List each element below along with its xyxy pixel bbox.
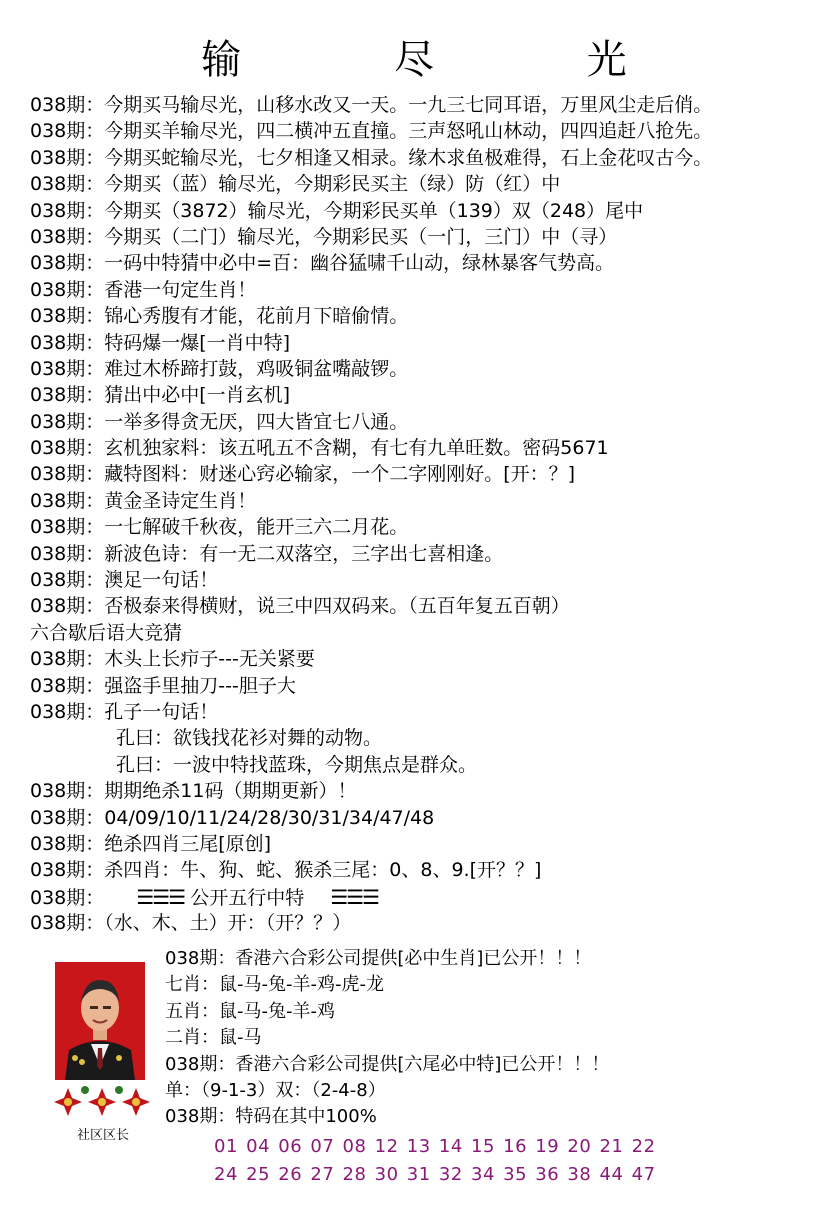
text-line: 038期：今期买蛇输尽光，七夕相逢又相录。缘木求鱼极难得，石上金花叹古今。 — [30, 146, 713, 169]
text-line: 038期：香港六合彩公司提供[必中生肖]已公开！！！ — [165, 948, 592, 969]
medal-badges — [52, 1082, 152, 1126]
portrait-icon — [55, 962, 145, 1080]
wuxing-prefix: 038期： — [30, 886, 105, 909]
text-line: 038期：猜出中必中[一肖玄机] — [30, 384, 291, 407]
text-line: 038期：难过木桥蹄打鼓，鸡吸铜盆嘴敲锣。 — [30, 357, 409, 380]
numbers-row: 24 25 26 27 28 30 31 32 34 35 36 38 44 47 — [214, 1164, 656, 1185]
text-line: 038期：期期绝杀11码（期期更新）！ — [30, 780, 357, 803]
text-line: 038期：04/09/10/11/24/28/30/31/34/47/48 — [30, 806, 435, 829]
text-line: 038期：香港一句定生肖！ — [30, 278, 257, 301]
text-line: 五肖：鼠-马-兔-羊-鸡 — [165, 1000, 335, 1022]
text-line: 038期：杀四肖：牛、狗、蛇、猴杀三尾：0、8、9.[开？？] — [30, 859, 542, 882]
text-line: 038期：强盗手里抽刀---胆子大 — [30, 674, 296, 697]
text-line: 038期：特码爆一爆[一肖中特] — [30, 331, 291, 354]
text-line: 038期：今期买（蓝）输尽光，今期彩民买主（绿）防（红）中 — [30, 173, 561, 196]
text-line: 038期：新波色诗：有一无二双落空，三字出七喜相逢。 — [30, 542, 504, 565]
text-line: 038期：锦心秀腹有才能，花前月下暗偷情。 — [30, 305, 409, 328]
medal-icon — [52, 1082, 152, 1126]
wuxing-line — [30, 884, 820, 910]
kongzi-line: 孔曰：一波中特找蓝珠，今期焦点是群众。 — [116, 753, 478, 776]
text-line: 038期：一举多得贪无厌，四大皆宜七八通。 — [30, 410, 409, 433]
lower-text-block — [165, 946, 815, 1131]
text-line: 038期：今期买（二门）输尽光，今期彩民买（一门，三门）中（寻） — [30, 225, 618, 248]
text-line: 二肖：鼠-马 — [165, 1027, 262, 1049]
number-grid — [214, 1133, 814, 1189]
text-line: 单：（9-1-3）双：（2-4-8） — [165, 1079, 386, 1101]
text-line: 038期：特码在其中100% — [165, 1106, 377, 1128]
text-line: 038期：今期买马输尽光，山移水改又一天。一九三七同耳语，万里风尘走后俏。 — [30, 94, 713, 116]
numbers-row: 01 04 06 07 08 12 13 14 15 16 19 20 21 22 — [214, 1136, 656, 1157]
portrait-photo — [55, 962, 145, 1080]
text-line: 038期：孔子一句话！ — [30, 700, 219, 723]
text-line: 038期：否极泰来得横财，说三中四双码来。（五百年复五百朝） — [30, 595, 570, 618]
wuxing-text: 公开五行中特 — [190, 886, 305, 909]
text-line: 七肖：鼠-马-兔-羊-鸡-虎-龙 — [165, 974, 384, 996]
text-line: 038期：黄金圣诗定生肖！ — [30, 489, 257, 512]
text-line: 038期：澳足一句话！ — [30, 569, 219, 592]
text-line: 038期：绝杀四肖三尾[原创] — [30, 832, 272, 855]
kongzi-line: 孔曰：欲钱找花衫对舞的动物。 — [116, 727, 383, 750]
text-line: 038期：木头上长疖子---无关紧要 — [30, 648, 315, 671]
text-line: 038期：藏特图料：财迷心窍必输家，一个二字刚刚好。[开：？] — [30, 463, 576, 486]
trigram-bars-icon: ☰☰☰ — [330, 884, 379, 909]
text-line: 038期：玄机独家料：该五吼五不含糊，有七有九单旺数。密码5671 — [30, 437, 609, 460]
photo-caption: 社区区长 — [76, 1128, 129, 1143]
text-line: 038期：今期买羊输尽光，四二横冲五直撞。三声怒吼山林动，四四追赶八抢先。 — [30, 120, 713, 143]
text-line: 038期：一七解破千秋夜，能开三六二月花。 — [30, 516, 409, 539]
trigram-bars-icon: ☰☰☰ — [136, 884, 185, 909]
page-title: 输 尽 光 — [201, 37, 697, 83]
text-line: 038期：（水、木、土）开：（开？？） — [30, 912, 352, 935]
text-line: 038期：一码中特猜中必中=百：幽谷猛啸千山动，绿林暴客气势高。 — [30, 252, 615, 275]
text-line: 038期：今期买（3872）输尽光，今期彩民买单（139）双（248）尾中 — [30, 199, 644, 222]
section-heading: 六合歇后语大竞猜 — [30, 621, 183, 644]
text-line: 038期：香港六合彩公司提供[六尾必中特]已公开！！！ — [165, 1053, 610, 1075]
main-text-block — [30, 92, 820, 937]
